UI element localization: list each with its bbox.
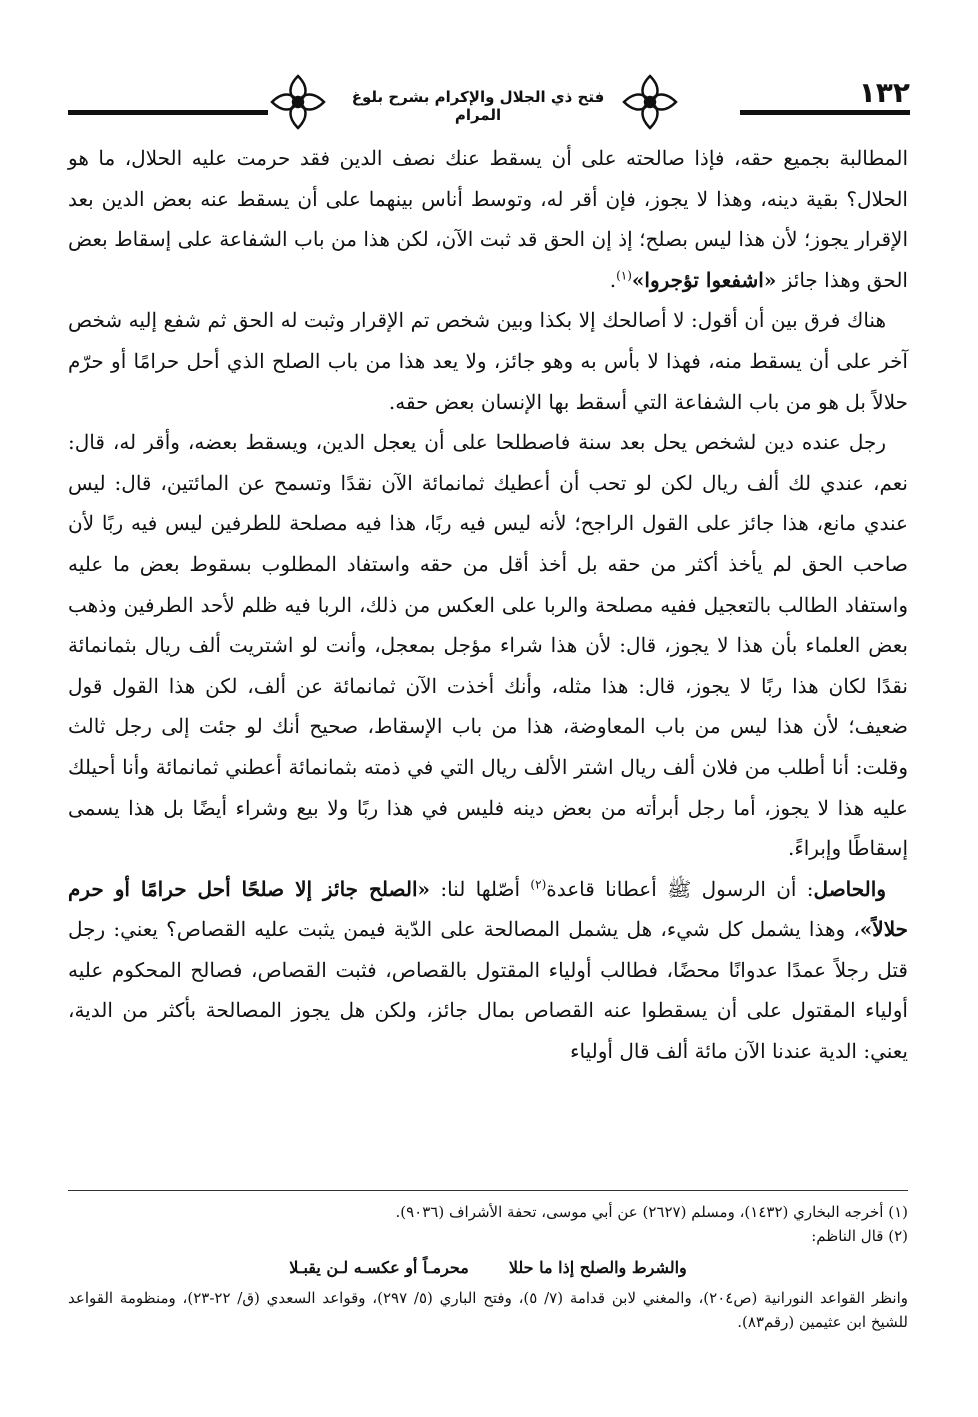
- verse: [68, 1256, 908, 1280]
- verse-first-hemistich: والشرط والصلح إذا ما حللا: [508, 1258, 687, 1277]
- footnote-2: (٢) قال الناظم:: [811, 1227, 908, 1245]
- paragraph-3: رجل عنده دين لشخص يحل بعد سنة فاصطلحا على أن يعجل الدين، ويسقط بعضه، وأقر له، قال: نعم، عندي لك ألف ريال لكن لو تحب أن أعطيك ثمانمائة الآن نقدًا وتسمح عن المائتين، قال: ليس عندي مانع، هذا جائز على القول الراجح؛ لأنه ليس فيه ربًا، هذا فيه مصلحة للطرفين ليس فيه ربًا لأن صاحب الحق لم يأخذ أكثر من حقه بل أخذ أقل من حقه واستفاد المطلوب بسقوط بعض ما عليه واستفاد الطالب بالتعجيل ففيه مصلحة والربا على العكس من ذلك، الربا فيه ظلم لأحد الطرفين وذهب بعض العلماء بأن هذا لا يجوز، قال: لأن هذا شراء مؤجل بمعجل، وأنت لو اشتريت ألف ريال بثمانمائة نقدًا لكان هذا ربًا لا يجوز، قال: هذا مثله، وأنك أخذت الآن ثمانمائة عن ألف، لكن هذا القول قول ضعيف؛ لأن هذا ليس من باب المعاوضة، هذا من باب الإسقاط، صحيح أنك لو جئت إلى رجل ثالث وقلت: أنا أطلب من فلان ألف ريال اشتر الألف ريال التي في ذمته بثمانمائة أعطني ثمانمائة وأنا أحيلك عليه هذا لا يجوز، أما رجل أبرأته من بعض دينه فليس في هذا ربًا ولا بيع وشراء أيضًا بل هذا يسمى إسقاطًا وإبراءً.: [68, 430, 909, 861]
- verse-second-hemistich: محرمـاً أو عكسـه لـن يقبـلا: [289, 1258, 469, 1277]
- conclusion-lead: والحاصل: [813, 876, 886, 901]
- footnote-2-references: وانظر القواعد النورانية (ص٢٠٤)، والمغني لابن قدامة (٧/ ٥)، وفتح الباري (٥/ ٢٩٧)، وقواعد السعدي (ق/ ٢٢-٢٣)، ومنظومة القواعد للشيخ ابن عثيمين (رقم٨٣).: [68, 1289, 908, 1331]
- page-header: [68, 58, 910, 128]
- main-text: [68, 138, 908, 1072]
- footnote-1: (١) أخرجه البخاري (١٤٣٢)، ومسلم (٢٦٢٧) عن أبي موسى، تحفة الأشراف (٩٠٣٦).: [395, 1203, 908, 1221]
- header-rule-left: [68, 110, 268, 115]
- book-title: فتح ذي الجلال والإكرام بشرح بلوغ المرام: [351, 88, 605, 124]
- ornament-icon: [268, 72, 328, 132]
- footnote-ref[interactable]: (١): [616, 268, 632, 283]
- paragraph-4: والحاصل: أن الرسول ﷺ أعطانا قاعدة$^{(٢)}$ أصّلها لنا: «الصلح جائز إلا صلحًا أحل حرامًا أو حرم حلالاً»، وهذا يشمل كل شيء، هل يشمل المصالحة على الدّية فيمن يثبت عليه القصاص؟ يعني: رجل قتل رجلاً عمدًا عدوانًا محضًا، فطالب أولياء المقتول بالقصاص، فثبت القصاص، فصالح المحكوم عليه أولياء المقتول على أن يسقطوا عنه القصاص بمال جائز، ولكن هل يجوز المصالحة بأكثر من الدية، يعني: الدية عندنا الآن مائة ألف قال أولياء: [68, 876, 908, 1064]
- paragraph-2: هناك فرق بين أن أقول: لا أصالحك إلا بكذا وبين شخص تم الإقرار وثبت له الحق ثم شفع إليه شخص آخر على أن يسقط منه، فهذا لا بأس به وهو جائز، ولا يعد هذا من باب الصلح الذي أحل حرامًا أو حرّم حلالاً بل هو من باب الشفاعة التي أسقط بها الإنسان بعض حقه.: [68, 308, 908, 414]
- hadith-quote: «الصلح جائز إلا صلحًا أحل حرامًا أو حرم حلالاً»: [68, 876, 908, 942]
- ornament-icon: [620, 72, 680, 132]
- page-number: ١٣٢: [858, 76, 910, 109]
- footnote-separator: [68, 1190, 908, 1191]
- paragraph-1: المطالبة بجميع حقه، فإذا صالحته على أن يسقط عنك نصف الدين فقد حرمت عليه الحلال، ما هو الحلال؟ بقية دينه، وهذا لا يجوز، فإن أقر له، وتوسط أناس بينهما على أن يسقط عنه بعض الدين بعد الإقرار يجوز؛ لأن هذا ليس بصلح؛ إذ إن الحق قد ثبت الآن، لكن هذا من باب الشفاعة على إسقاط بعض الحق وهذا جائز «اشفعوا تؤجروا»$^{(١)}$.: [68, 146, 908, 292]
- header-rule-right: [740, 110, 910, 115]
- hadith-quote: «اشفعوا تؤجروا»: [631, 267, 777, 292]
- footnote-ref[interactable]: (٢): [530, 877, 547, 892]
- footnotes: [68, 1200, 908, 1334]
